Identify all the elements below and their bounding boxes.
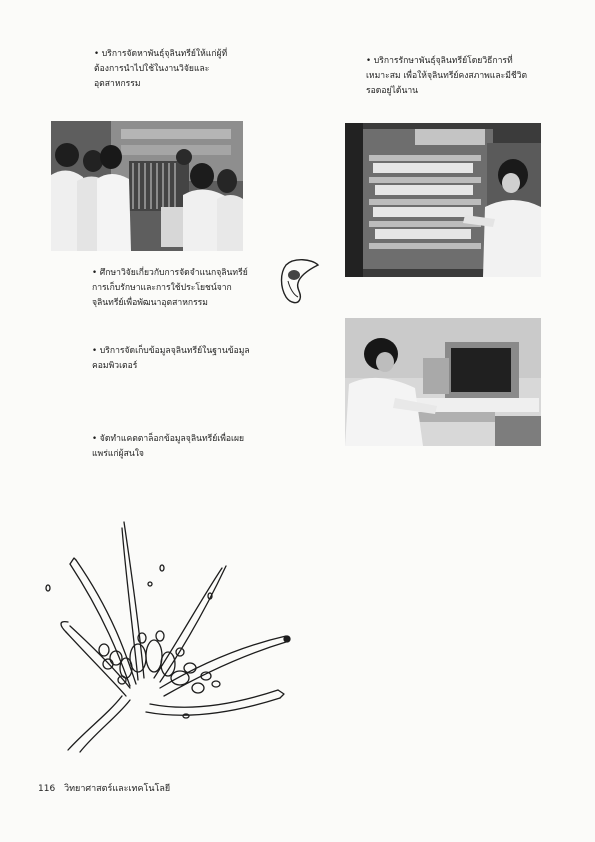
photo-culture-storage bbox=[345, 123, 541, 277]
paragraph-catalog bbox=[92, 432, 252, 462]
paragraph-text: • ศึกษาวิจัยเกี่ยวกับการจัดจำแนกจุลินทรีย์ การเก็บรักษาและการใช้ประโยชน์จากจุลินทรีย์เพื่อพัฒนาอุตสาหกรรม bbox=[92, 268, 248, 308]
paragraph-database bbox=[92, 344, 252, 374]
paragraph-culture-supply bbox=[94, 47, 254, 92]
fungus-illustration bbox=[30, 518, 300, 758]
page-footer bbox=[38, 781, 170, 795]
paragraph-text: • จัดทำแคตตาล็อกข้อมูลจุลินทรีย์เพื่อเผยแพร่แก่ผู้สนใจ bbox=[92, 434, 245, 459]
page-number: 116 bbox=[38, 784, 56, 794]
conidium-drawing bbox=[276, 253, 324, 307]
paragraph-culture-preservation bbox=[366, 54, 534, 99]
paragraph-text: • บริการจัดเก็บข้อมูลจุลินทรีย์ในฐานข้อมูลคอมพิวเตอร์ bbox=[92, 346, 250, 371]
footer-title: วิทยาศาสตร์และเทคโนโลยี bbox=[64, 784, 171, 794]
photo-lab-workers bbox=[51, 121, 243, 251]
paragraph-research bbox=[92, 266, 252, 311]
paragraph-text: • บริการรักษาพันธุ์จุลินทรีย์โดยวิธีการที่เหมาะสม เพื่อให้จุลินทรีย์คงสภาพและมีชีวิตรอดอยู่ได้นาน bbox=[366, 56, 528, 96]
paragraph-text: • บริการจัดหาพันธุ์จุลินทรีย์ให้แก่ผู้ที่ต้องการนำไปใช้ในงานวิจัยและอุตสาหกรรม bbox=[94, 49, 228, 89]
photo-computer-database bbox=[345, 318, 541, 446]
